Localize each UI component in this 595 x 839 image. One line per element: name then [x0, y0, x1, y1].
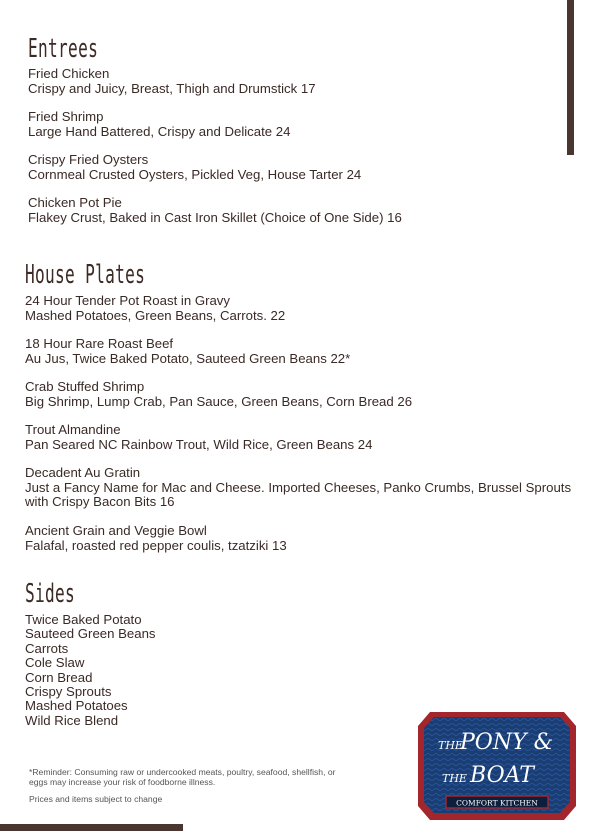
- list-item: Twice Baked Potato: [25, 612, 142, 627]
- decorative-bottom-bar: [0, 824, 183, 831]
- menu-item-description: Large Hand Battered, Crispy and Delicate 24: [28, 123, 291, 139]
- menu-item: [25, 423, 372, 452]
- menu-item-name: 18 Hour Rare Roast Beef: [25, 336, 174, 351]
- logo-pony: PONY &: [460, 730, 554, 755]
- logo-the-1: THE: [438, 739, 463, 752]
- menu-item-name: Crispy Fried Oysters: [28, 152, 149, 167]
- logo-tagline: COMFORT KITCHEN: [456, 798, 538, 808]
- menu-item-name: Fried Chicken: [28, 66, 110, 81]
- list-item: Sauteed Green Beans: [25, 626, 156, 642]
- menu-item-name: 24 Hour Tender Pot Roast in Gravy: [25, 293, 230, 308]
- menu-item-name: Ancient Grain and Veggie Bowl: [25, 523, 207, 538]
- menu-item-description: Falafal, roasted red pepper coulis, tzatziki 13: [25, 537, 287, 553]
- list-item: Wild Rice Blend: [25, 712, 119, 728]
- menu-item-description: Pan Seared NC Rainbow Trout, Wild Rice, Green Beans 24: [25, 436, 373, 452]
- section-heading-entrees: Entrees: [28, 34, 99, 64]
- menu-item: [25, 380, 412, 409]
- menu-item-name: Chicken Pot Pie: [28, 195, 122, 210]
- menu-item: [28, 196, 402, 225]
- sides-list: [25, 613, 156, 728]
- menu-item-description: Big Shrimp, Lump Crab, Pan Sauce, Green Beans, Corn Bread 26: [25, 393, 413, 409]
- menu-item: [25, 294, 285, 323]
- food-safety-reminder: *Reminder: Consuming raw or undercooked meats, poultry, seafood, shellfish, or eggs may increase your risk of foodborne illness.: [29, 767, 336, 787]
- section-heading-house-plates: House Plates: [25, 260, 146, 290]
- list-item: Corn Bread: [25, 669, 93, 685]
- list-item: Carrots: [25, 640, 69, 656]
- logo-the-2: THE: [442, 772, 467, 785]
- menu-item: [28, 67, 316, 96]
- menu-item-description: Au Jus, Twice Baked Potato, Sauteed Green Beans 22*: [25, 350, 351, 366]
- menu-item-description: Cornmeal Crusted Oysters, Pickled Veg, House Tarter 24: [28, 166, 362, 182]
- menu-item: [25, 466, 580, 510]
- menu-item: [28, 153, 361, 182]
- prices-note: Prices and items subject to change: [29, 794, 163, 804]
- menu-item-description: Just a Fancy Name for Mac and Cheese. Imported Cheeses, Panko Crumbs, Brussel Sprouts with Crispy Bacon Bits 16: [25, 479, 572, 509]
- menu-item-description: Mashed Potatoes, Green Beans, Carrots. 22: [25, 307, 286, 323]
- menu-item: [25, 524, 287, 553]
- restaurant-logo: [418, 712, 576, 820]
- menu-item-description: Crispy and Juicy, Breast, Thigh and Drumstick 17: [28, 80, 316, 96]
- menu-item-description: Flakey Crust, Baked in Cast Iron Skillet (Choice of One Side) 16: [28, 209, 402, 225]
- menu-item-name: Trout Almandine: [25, 422, 121, 437]
- menu-item-name: Fried Shrimp: [28, 109, 104, 124]
- list-item: Crispy Sprouts: [25, 684, 112, 700]
- menu-item: [28, 110, 290, 139]
- list-item: Cole Slaw: [25, 655, 85, 671]
- section-heading-sides: Sides: [25, 579, 76, 609]
- logo-boat: BOAT: [470, 763, 534, 788]
- menu-item-name: Crab Stuffed Shrimp: [25, 379, 145, 394]
- decorative-side-bar: [567, 0, 574, 155]
- menu-item: [25, 337, 350, 366]
- list-item: Mashed Potatoes: [25, 698, 128, 714]
- menu-item-name: Decadent Au Gratin: [25, 465, 141, 480]
- logo-graphic: [418, 712, 576, 820]
